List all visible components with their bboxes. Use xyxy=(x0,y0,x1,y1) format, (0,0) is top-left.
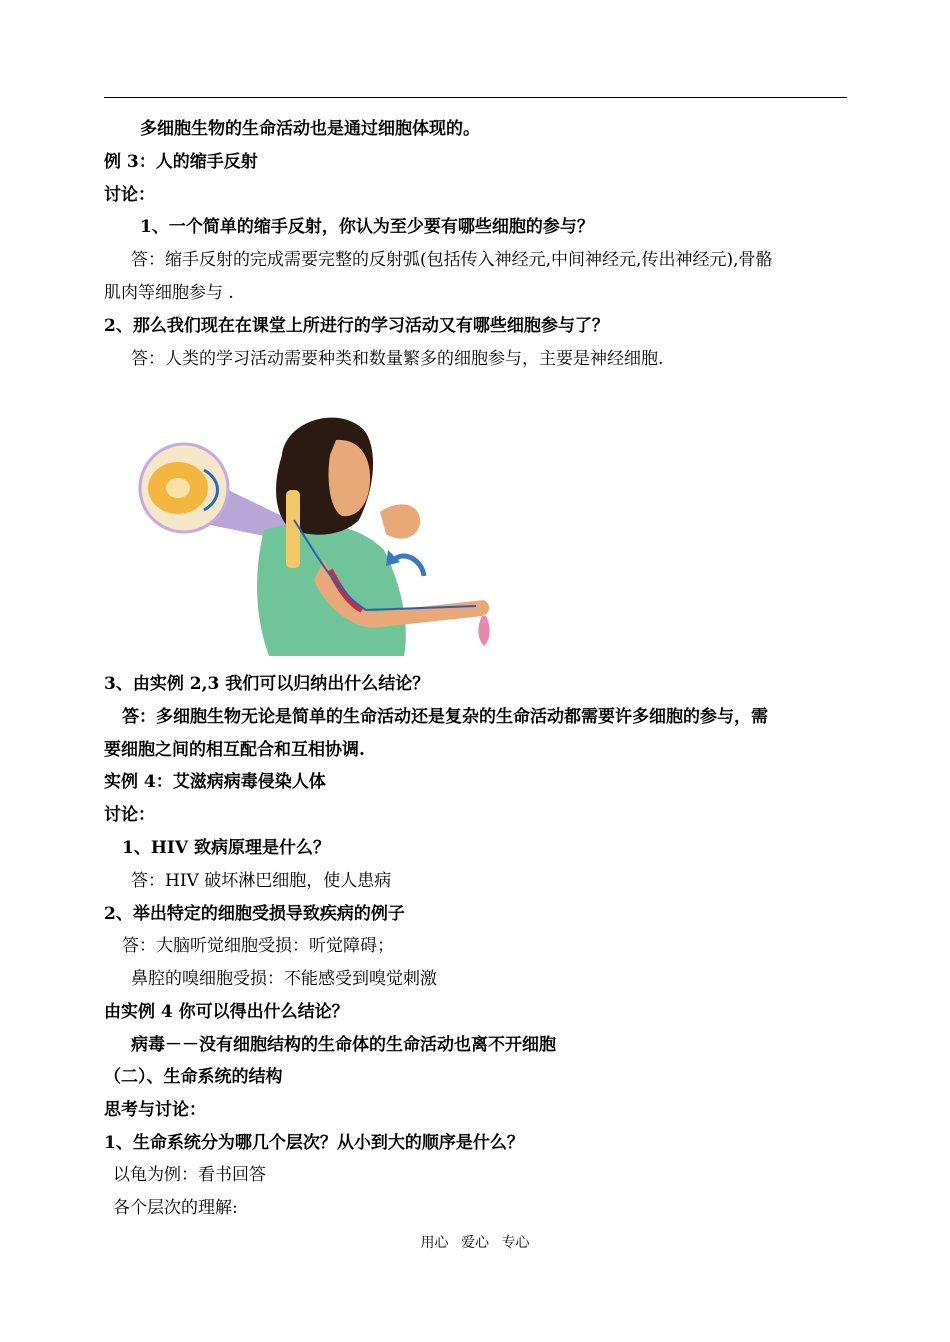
spine-column xyxy=(286,490,300,568)
discussion-label-2: 讨论： xyxy=(104,805,155,825)
answer-1: 答：缩手反射的完成需要完整的反射弧(包括传入神经元,中间神经元,传出神经元),骨骼 xyxy=(131,250,773,270)
heading-example-3: 例 3：人的缩手反射 xyxy=(104,152,258,172)
question-3: 3、由实例 2,3 我们可以归纳出什么结论？ xyxy=(104,674,430,694)
answer-hiv: 答：HIV 破坏淋巴细胞，使人患病 xyxy=(131,871,392,891)
question-examples: 2、举出特定的细胞受损导致疾病的例子 xyxy=(104,904,405,924)
spinal-canal xyxy=(166,478,190,498)
discussion-label: 讨论： xyxy=(104,185,155,205)
question-1: 1、一个简单的缩手反射，你认为至少要有哪些细胞的参与？ xyxy=(140,217,594,237)
answer-turtle: 以龟为例：看书回答 xyxy=(113,1165,266,1185)
section-heading-structure: （二）、生命系统的结构 xyxy=(104,1067,283,1087)
answer-2: 答：人类的学习活动需要种类和数量繁多的细胞参与，主要是神经细胞. xyxy=(131,349,664,369)
answer-smell: 鼻腔的嗅细胞受损：不能感受到嗅觉刺激 xyxy=(131,969,437,989)
answer-3: 答：多细胞生物无论是简单的生命活动还是复杂的生命活动都需要许多细胞的参与，需 xyxy=(122,707,768,727)
question-conclusion-4: 由实例 4 你可以得出什么结论？ xyxy=(104,1002,349,1022)
reflex-illustration xyxy=(104,400,536,656)
conclusion-virus: 病毒－－没有细胞结构的生命体的生命活动也离不开细胞 xyxy=(131,1035,556,1055)
answer-1-cont: 肌肉等细胞参与 . xyxy=(104,283,234,303)
think-discuss-label: 思考与讨论： xyxy=(104,1100,206,1120)
answer-hearing: 答：大脑听觉细胞受损：听觉障碍； xyxy=(122,936,394,956)
paragraph-intro: 多细胞生物的生命活动也是通过细胞体现的。 xyxy=(140,119,480,139)
question-levels: 1、生命系统分为哪几个层次？从小到大的顺序是什么？ xyxy=(104,1133,524,1153)
raised-fist xyxy=(380,504,420,538)
page-footer: 用心 爱心 专心 xyxy=(420,1235,530,1251)
answer-3-cont: 要细胞之间的相互配合和互相协调. xyxy=(104,740,365,760)
question-hiv: 1、HIV 致病原理是什么？ xyxy=(122,838,330,858)
header-rule xyxy=(104,97,847,98)
question-2: 2、那么我们现在在课堂上所进行的学习活动又有哪些细胞参与了？ xyxy=(104,316,609,336)
heading-example-4: 实例 4：艾滋病病毒侵染人体 xyxy=(104,772,326,792)
levels-understanding: 各个层次的理解: xyxy=(113,1198,238,1218)
